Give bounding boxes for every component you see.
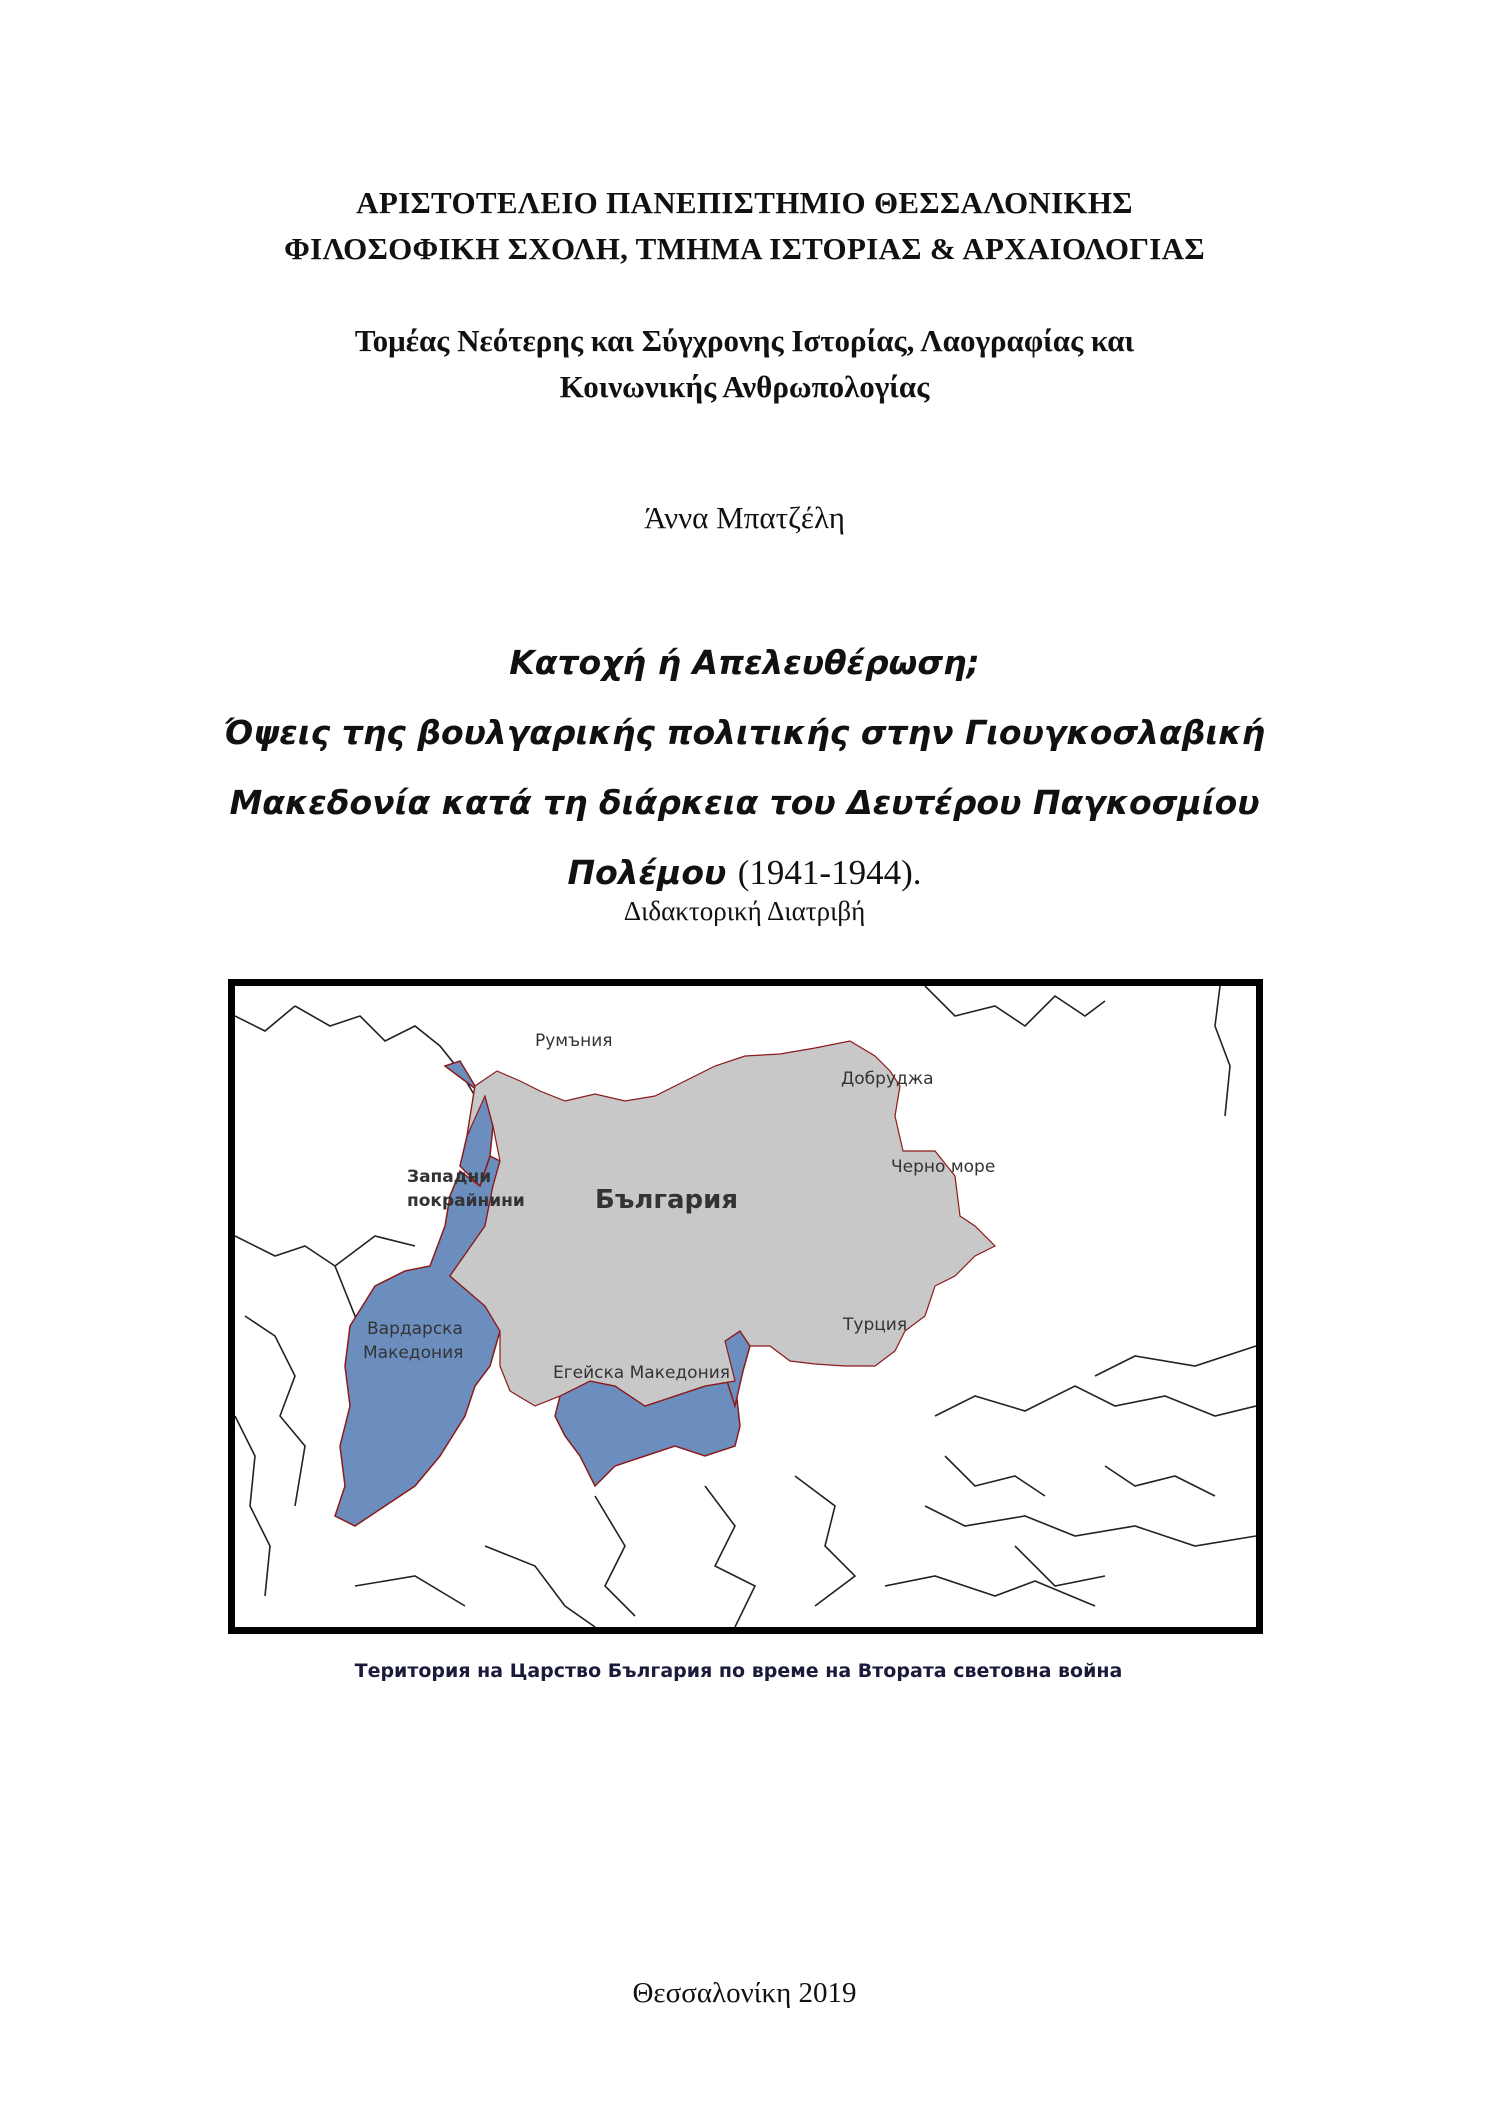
- title-line-3: Μακεδονία κατά τη διάρκεια του Δευτέρου Παγκοσμίου: [229, 783, 1260, 822]
- university-name: ΑΡΙΣΤΟΤΕΛΕΙΟ ΠΑΝΕΠΙΣΤΗΜΙΟ ΘΕΣΣΑΛΟΝΙΚΗΣ: [356, 185, 1133, 220]
- title-years: (1941-1944).: [737, 853, 922, 892]
- bulgaria-area: [450, 1041, 995, 1406]
- vardar-macedonia-area: [335, 1156, 500, 1526]
- map-svg: [235, 986, 1256, 1627]
- label-vardar-1: Вардарска: [367, 1319, 463, 1339]
- place-and-year: Θεσσαλονίκη 2019: [632, 1977, 857, 2009]
- label-black-sea: Черно море: [891, 1157, 996, 1177]
- department-line-1: Τομέας Νεότερης και Σύγχρονης Ιστορίας, Λαογραφίας και: [354, 323, 1135, 358]
- title-line-2: Όψεις της βουλγαρικής πολιτικής στην Γιουγκοσλαβική: [223, 713, 1266, 752]
- author-name: Άννα Μπατζέλη: [644, 500, 845, 535]
- label-western-outlands-1: Западни: [407, 1167, 492, 1187]
- title-line-1: Κατοχή ή Απελευθέρωση;: [509, 643, 980, 682]
- label-turkey: Турция: [843, 1315, 908, 1335]
- label-aegean-macedonia: Егейска Македония: [553, 1363, 730, 1383]
- label-bulgaria: България: [595, 1185, 739, 1215]
- label-dobrudzha: Добруджа: [841, 1069, 934, 1089]
- label-romania: Румъния: [535, 1031, 613, 1051]
- department-line-2: Κοινωνικής Ανθρωπολογίας: [559, 369, 930, 404]
- label-western-outlands-2: покрайнини: [407, 1191, 525, 1211]
- title-word-polemou: Πολέμου: [567, 853, 727, 892]
- label-vardar-2: Македония: [363, 1343, 464, 1363]
- map-figure: [228, 979, 1263, 1634]
- map-caption: Територия на Царство България по време на Втората световна война: [354, 1660, 1123, 1682]
- document-type: Διδακτορική Διατριβή: [623, 896, 866, 926]
- faculty-name: ΦΙΛΟΣΟΦΙΚΗ ΣΧΟΛΗ, ΤΜΗΜΑ ΙΣΤΟΡΙΑΣ & ΑΡΧΑΙΟΛΟΓΙΑΣ: [284, 231, 1205, 266]
